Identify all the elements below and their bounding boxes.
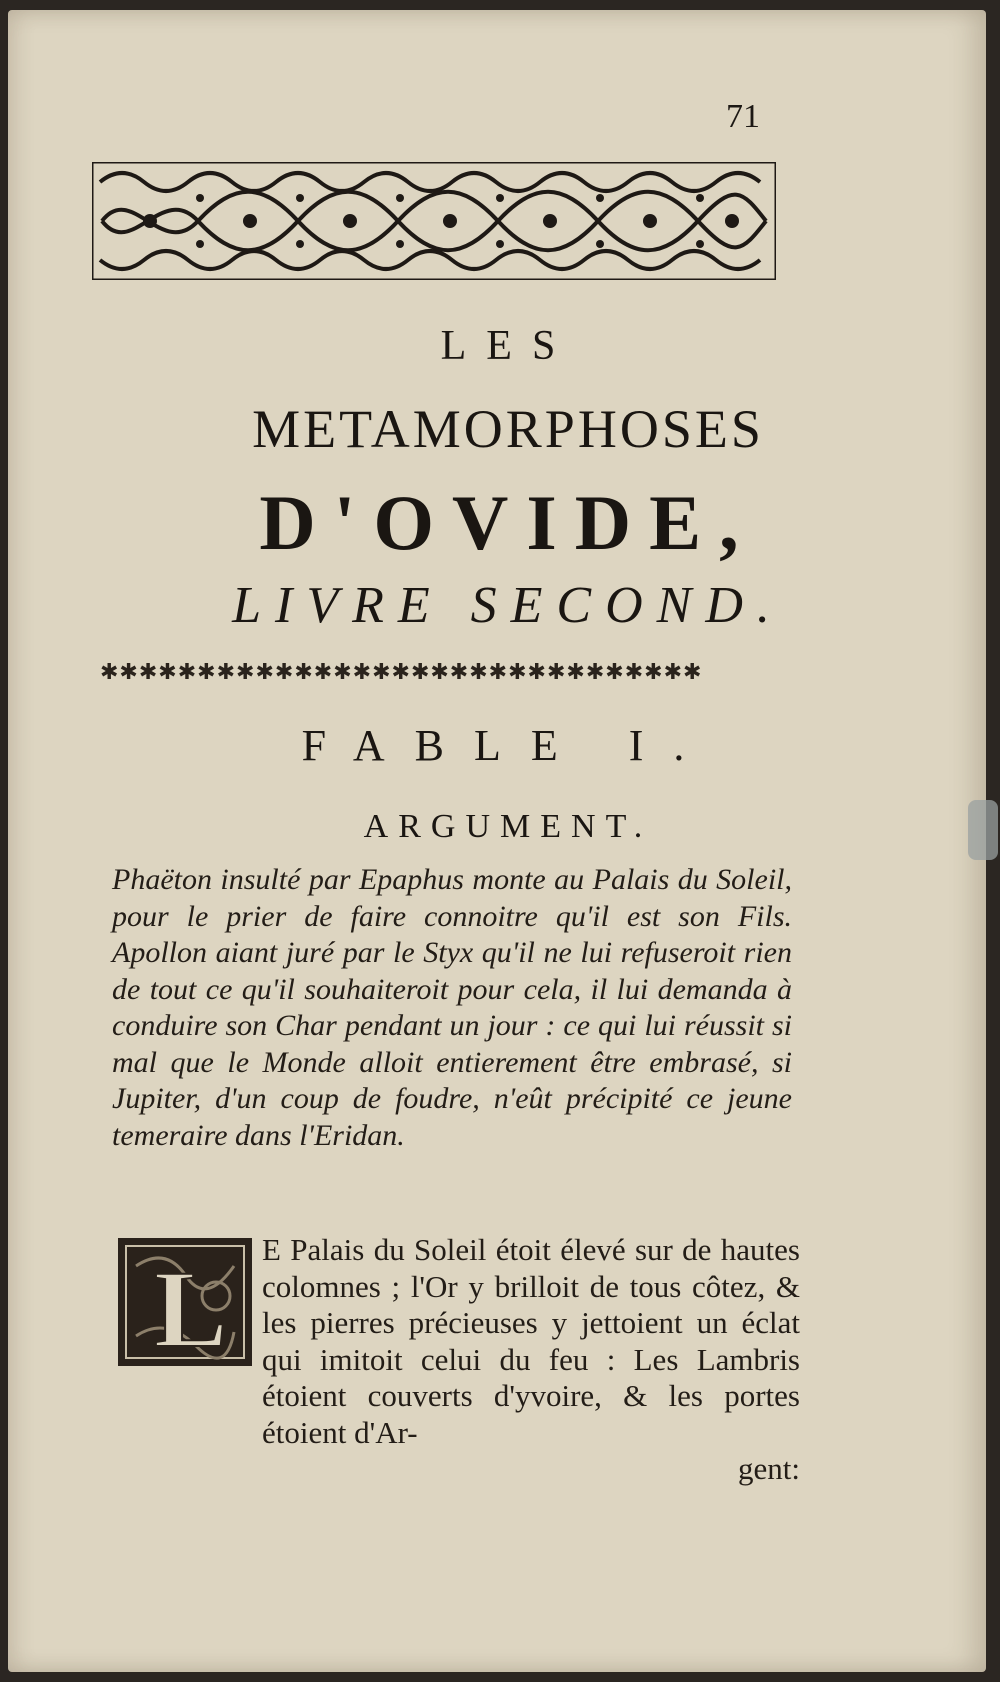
- svg-text:L: L: [154, 1248, 228, 1368]
- title-livre-second: LIVRE SECOND.: [232, 577, 784, 634]
- page-number: 71: [726, 98, 760, 135]
- star-rule: ✱✱✱✱✱✱✱✱✱✱✱✱✱✱✱✱✱✱✱✱✱✱✱✱✱✱✱✱✱✱✱: [100, 660, 703, 685]
- body-text: [120, 1232, 800, 1488]
- argument-text: Phaëton insulté par Epaphus monte au Palais du Soleil, pour le prier de faire connoitre qu'il est son Fils. Apollon aiant juré par le Styx qu'il ne lui refuseroit rien de tout ce qu'il souhaiteroit pour cela, il lui demanda à conduire son Char pendant un jour : ce qui lui réussit si mal que le Monde alloit entierement être embrasé, si Jupiter, d'un coup de foudre, n'eût précipité ce jeune temeraire dans l'Eridan.: [112, 863, 792, 1152]
- title-les: LES: [440, 323, 576, 369]
- body-lead: E Palais du Soleil étoit élevé sur de hautes colomnes ; l'Or y brilloit de tous côtez, & les pierres précieuses y jettoient un éclat qui imitoit celui du feu : Les Lambris étoient couverts d'yvoire, & les portes étoient d'Ar-: [262, 1232, 800, 1450]
- ornament-band-icon: [92, 162, 776, 280]
- fable-heading: FABLE I.: [301, 721, 715, 770]
- argument-heading: ARGUMENT.: [363, 808, 653, 845]
- page-clip: [968, 800, 998, 860]
- body-end: gent:: [738, 1451, 800, 1486]
- book-page: [8, 10, 986, 1672]
- title-ovide: D'OVIDE,: [259, 479, 757, 566]
- title-metamorphoses: METAMORPHOSES: [252, 399, 764, 459]
